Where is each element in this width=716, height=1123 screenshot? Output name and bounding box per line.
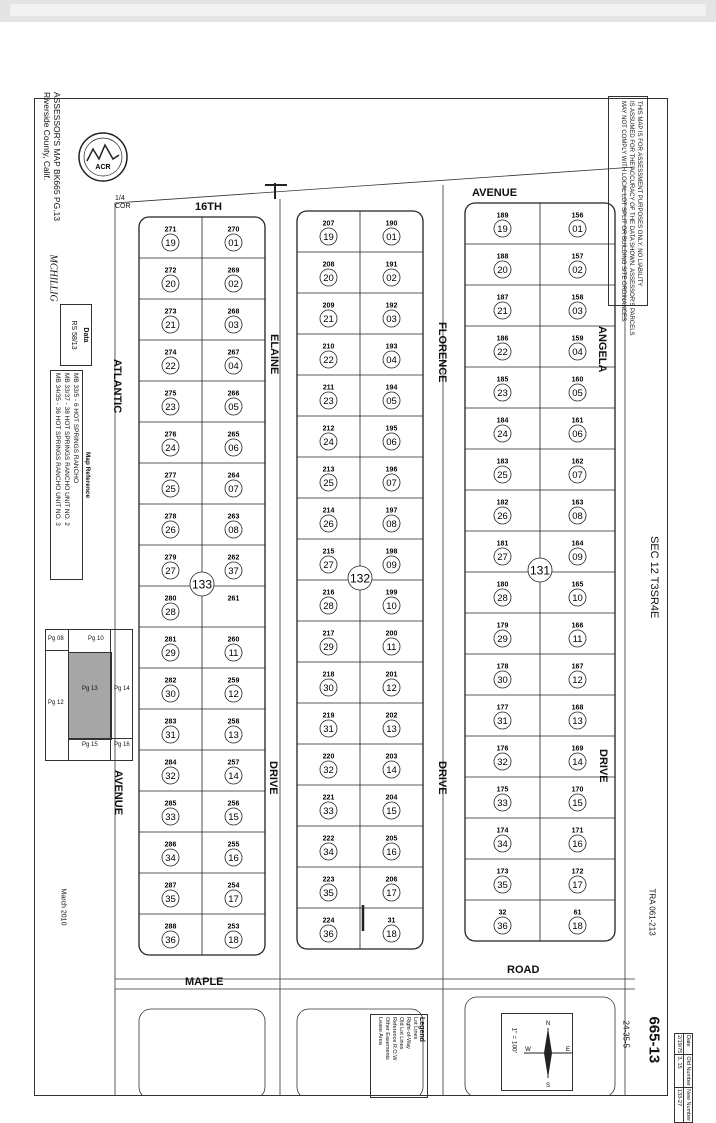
rev-row-date: 2/19/75 <box>676 1035 682 1054</box>
lot-number: 180 <box>496 581 509 589</box>
parcel-number: 23 <box>497 388 508 399</box>
parcel-number: 22 <box>497 347 508 358</box>
parcel-number: 20 <box>323 273 334 284</box>
street-angela: ANGELA <box>596 326 608 373</box>
lot-number: 167 <box>571 663 584 671</box>
blocks-layer <box>139 203 615 955</box>
lot-number: 194 <box>385 384 398 392</box>
lot-number: 176 <box>496 745 509 753</box>
map-reference-box <box>44 370 92 580</box>
index-map <box>45 629 133 761</box>
parcel-number: 29 <box>497 634 508 645</box>
parcel-number: 20 <box>165 279 176 290</box>
parcel-number: 06 <box>572 429 583 440</box>
lot-number: 201 <box>385 671 398 679</box>
parcel-number: 29 <box>165 648 176 659</box>
lot-number: 222 <box>322 835 335 843</box>
rev-header-old: Old Number <box>685 1056 691 1087</box>
parcel-number: 36 <box>497 921 508 932</box>
lot-number: 156 <box>571 212 584 220</box>
street-drive-right: DRIVE <box>597 749 609 783</box>
street-maple: MAPLE <box>185 976 224 988</box>
parcel-number: 02 <box>386 273 397 284</box>
sub-page-number: 24-35-5 <box>621 1020 631 1049</box>
parcel-number: 34 <box>165 853 176 864</box>
lot-number: 274 <box>164 349 177 357</box>
parcel-number: 22 <box>165 361 176 372</box>
legend-box <box>370 1014 428 1098</box>
lot-number: 216 <box>322 589 335 597</box>
lot-number: 280 <box>164 595 177 603</box>
street-drive-col2: DRIVE <box>267 761 279 795</box>
lot-number: 204 <box>385 794 398 802</box>
parcel-number: 11 <box>572 634 583 645</box>
lot-number: 165 <box>571 581 584 589</box>
svg-text:W: W <box>525 1047 531 1053</box>
parcel-number: 27 <box>323 560 334 571</box>
parcel-map-canvas <box>35 99 667 1095</box>
lot-number: 214 <box>322 507 335 515</box>
lot-number: 168 <box>571 704 584 712</box>
index-pg15: Pg 15 <box>82 742 98 748</box>
lot-number: 187 <box>496 294 509 302</box>
lot-number: 206 <box>385 876 398 884</box>
index-pg13: Pg 13 <box>82 686 98 692</box>
parcel-number: 28 <box>323 601 334 612</box>
lot-number: 171 <box>571 827 584 835</box>
mchillig-label: MCHILLIG <box>47 254 59 302</box>
assessor-map-sheet <box>34 92 691 1122</box>
legend-item-reference-row: Reference R.O.W <box>391 1017 397 1061</box>
lot-number: 283 <box>164 718 177 726</box>
street-road: ROAD <box>507 964 540 976</box>
parcel-number: 11 <box>386 642 397 653</box>
lot-number: 265 <box>227 431 240 439</box>
disclaimer-box <box>608 96 648 336</box>
lot-number: 188 <box>496 253 509 261</box>
rev-row-new: 133-27 <box>675 1088 684 1123</box>
parcel-number: 30 <box>497 675 508 686</box>
lot-number: 199 <box>385 589 398 597</box>
parcel-number: 02 <box>572 265 583 276</box>
lot-number: 209 <box>322 302 335 310</box>
lot-number: 263 <box>227 513 240 521</box>
parcel-number: 26 <box>323 519 334 530</box>
lot-number: 157 <box>571 253 584 261</box>
lot-number: 160 <box>571 376 584 384</box>
disclaimer-line-1: THIS MAP IS FOR ASSESSMENT PURPOSES ONLY. NO LIABILITY <box>636 101 642 287</box>
lot-number: 181 <box>496 540 509 548</box>
lot-number: 215 <box>322 548 335 556</box>
parcel-number: 17 <box>572 880 583 891</box>
lot-number: 178 <box>496 663 509 671</box>
parcel-number: 14 <box>572 757 583 768</box>
parcel-number: 32 <box>165 771 176 782</box>
block-132 <box>297 211 423 949</box>
parcel-number: 33 <box>165 812 176 823</box>
map-reference-line-1: MB 33/5 - 6 HOT SPRINGS RANCHO <box>72 373 79 484</box>
parcel-number: 07 <box>386 478 397 489</box>
map-reference-line-3: MB 34/35 - 36 HOT SPRINGS RANCHO UNIT NO. 3 <box>54 373 61 526</box>
parcel-number: 15 <box>228 812 239 823</box>
parcel-number: 03 <box>228 320 239 331</box>
lot-number: 220 <box>322 753 335 761</box>
lot-number: 282 <box>164 677 177 685</box>
index-pg12: Pg 12 <box>48 700 64 706</box>
lot-number: 288 <box>164 923 177 931</box>
map-reference-title: Map Reference <box>84 451 91 499</box>
lot-number: 190 <box>385 220 398 228</box>
lot-number: 217 <box>322 630 335 638</box>
parcel-number: 24 <box>165 443 176 454</box>
lot-number: 191 <box>385 261 398 269</box>
parcel-number: 19 <box>165 238 176 249</box>
parcel-number: 35 <box>497 880 508 891</box>
lot-number: 272 <box>164 267 177 275</box>
lot-number: 202 <box>385 712 398 720</box>
lot-number: 264 <box>227 472 240 480</box>
lot-number: 287 <box>164 882 177 890</box>
lot-number: 281 <box>164 636 177 644</box>
parcel-number: 19 <box>497 224 508 235</box>
parcel-number: 18 <box>572 921 583 932</box>
disclaimer-line-2: IS ASSUMED FOR THE ACCURACY OF THE DATA SHOWN. ASSESSOR'S PARCELS <box>628 101 634 336</box>
lot-number: 262 <box>227 554 240 562</box>
lot-number: 258 <box>227 718 240 726</box>
lot-number: 182 <box>496 499 509 507</box>
parcel-number: 22 <box>323 355 334 366</box>
disclaimer-line-3: MAY NOT COMPLY WITH LOCAL LOT SPLIT OR BUILDING SITE ORDINANCES. <box>620 101 626 323</box>
legend-item-old-lot-lines: Old Lot Lines <box>398 1017 404 1050</box>
lot-number: 200 <box>385 630 398 638</box>
block-131 <box>465 203 615 941</box>
parcel-number: 25 <box>497 470 508 481</box>
data-value: RS 58/13 <box>70 320 77 350</box>
parcel-number: 04 <box>386 355 397 366</box>
parcel-number: 37 <box>228 566 239 577</box>
parcel-number: 12 <box>386 683 397 694</box>
lot-number: 192 <box>385 302 398 310</box>
parcel-number: 06 <box>386 437 397 448</box>
right-of-way-lines <box>115 167 635 1095</box>
browser-top-bar <box>0 0 716 22</box>
lot-number: 186 <box>496 335 509 343</box>
data-box <box>60 304 92 366</box>
parcel-number: 31 <box>165 730 176 741</box>
svg-text:E: E <box>565 1047 571 1053</box>
rev-header-new: New Number <box>685 1089 691 1122</box>
lot-number: 32 <box>498 909 507 917</box>
street-avenue-left: AVENUE <box>112 770 124 816</box>
parcel-number: 25 <box>165 484 176 495</box>
lot-number: 259 <box>227 677 240 685</box>
parcel-number: 04 <box>228 361 239 372</box>
scale-label: 1" = 100' <box>510 1027 518 1053</box>
street-elaine: ELAINE <box>268 334 280 375</box>
parcel-number: 15 <box>386 806 397 817</box>
parcel-number: 21 <box>323 314 334 325</box>
lot-number: 254 <box>227 882 240 890</box>
assessor-title <box>42 92 62 242</box>
lot-number: 207 <box>322 220 335 228</box>
parcel-number: 23 <box>323 396 334 407</box>
parcel-number: 36 <box>323 929 334 940</box>
lot-number: 189 <box>496 212 509 220</box>
lot-number: 164 <box>571 540 584 548</box>
parcel-number: 09 <box>572 552 583 563</box>
lot-number: 255 <box>227 841 240 849</box>
parcel-number: 08 <box>572 511 583 522</box>
street-atlantic: ATLANTIC <box>111 359 123 414</box>
lot-number: 169 <box>571 745 584 753</box>
tra-label: TRA 061-213 <box>647 888 657 936</box>
parcel-number: 25 <box>323 478 334 489</box>
lot-number: 61 <box>573 909 582 917</box>
parcel-number: 01 <box>572 224 583 235</box>
parcel-number: 26 <box>497 511 508 522</box>
lot-number: 253 <box>227 923 240 931</box>
lot-number: 159 <box>571 335 584 343</box>
lot-number: 210 <box>322 343 335 351</box>
parcel-number: 28 <box>165 607 176 618</box>
section-label: SEC 12 T3SR4E <box>648 536 660 619</box>
address-strip <box>10 4 706 16</box>
parcel-number: 01 <box>386 232 397 243</box>
parcel-number: 12 <box>572 675 583 686</box>
rev-header-date: Date <box>684 1034 693 1055</box>
lot-number: 267 <box>227 349 240 357</box>
parcel-number: 29 <box>323 642 334 653</box>
parcel-number: 05 <box>572 388 583 399</box>
lot-number: 193 <box>385 343 398 351</box>
index-pg14: Pg 14 <box>114 686 130 692</box>
lot-number: 276 <box>164 431 177 439</box>
index-current-page <box>68 652 112 740</box>
parcel-number: 03 <box>386 314 397 325</box>
map-reference-line-2: MB 33/37 - 38 HOT SPRINGS RANCHO UNIT NO. 2 <box>63 373 70 526</box>
block-number: 131 <box>529 563 551 578</box>
parcel-number: 21 <box>497 306 508 317</box>
lot-number: 224 <box>322 917 335 925</box>
parcel-number: 14 <box>228 771 239 782</box>
lot-number: 271 <box>164 226 177 234</box>
legend-item-lot-lines: Lot Lines <box>412 1017 418 1040</box>
lot-number: 212 <box>322 425 335 433</box>
lot-number: 268 <box>227 308 240 316</box>
parcel-number: 23 <box>165 402 176 413</box>
parcel-number: 31 <box>323 724 334 735</box>
parcel-number: 06 <box>228 443 239 454</box>
lot-number: 213 <box>322 466 335 474</box>
parcel-number: 34 <box>323 847 334 858</box>
map-date: March 2010 <box>59 888 67 926</box>
parcel-number: 18 <box>228 935 239 946</box>
lot-number: 256 <box>227 800 240 808</box>
rev-row-old: 3, 15 <box>675 1055 684 1088</box>
parcel-number: 27 <box>497 552 508 563</box>
parcel-number: 13 <box>386 724 397 735</box>
lot-number: 285 <box>164 800 177 808</box>
street-avenue-top: AVENUE <box>472 187 518 199</box>
lot-number: 174 <box>496 827 509 835</box>
lot-number: 177 <box>496 704 509 712</box>
parcel-number: 02 <box>228 279 239 290</box>
lot-number: 162 <box>571 458 584 466</box>
parcel-number: 31 <box>497 716 508 727</box>
parcel-number: 10 <box>386 601 397 612</box>
lot-number: 195 <box>385 425 398 433</box>
street-16th: 16TH <box>195 201 222 213</box>
lot-number: 269 <box>227 267 240 275</box>
lot-number: 286 <box>164 841 177 849</box>
data-label: Data <box>82 327 89 343</box>
scale-compass-box <box>501 1013 573 1091</box>
index-pg10: Pg 10 <box>88 636 104 642</box>
lot-number: 197 <box>385 507 398 515</box>
lot-number: 208 <box>322 261 335 269</box>
lot-number: 172 <box>571 868 584 876</box>
parcel-number: 24 <box>323 437 334 448</box>
lot-number: 284 <box>164 759 177 767</box>
parcel-number: 07 <box>228 484 239 495</box>
lot-number: 273 <box>164 308 177 316</box>
lot-number: 275 <box>164 390 177 398</box>
parcel-number: 01 <box>228 238 239 249</box>
lot-number: 219 <box>322 712 335 720</box>
lot-number: 277 <box>164 472 177 480</box>
lot-number: 183 <box>496 458 509 466</box>
lot-number: 163 <box>571 499 584 507</box>
lot-number: 166 <box>571 622 584 630</box>
parcel-number: 24 <box>497 429 508 440</box>
parcel-number: 14 <box>386 765 397 776</box>
lot-number: 223 <box>322 876 335 884</box>
parcel-number: 20 <box>497 265 508 276</box>
parcel-number: 13 <box>228 730 239 741</box>
lot-number: 31 <box>387 917 396 925</box>
lot-number: 211 <box>322 384 335 392</box>
lot-number: 185 <box>496 376 509 384</box>
parcel-number: 27 <box>165 566 176 577</box>
legend-title: Legend <box>418 1017 425 1042</box>
parcel-number: 19 <box>323 232 334 243</box>
lot-number: 221 <box>322 794 335 802</box>
parcel-number: 30 <box>165 689 176 700</box>
lot-number: 173 <box>496 868 509 876</box>
lot-number: 158 <box>571 294 584 302</box>
parcel-number: 12 <box>228 689 239 700</box>
parcel-number: 32 <box>323 765 334 776</box>
svg-text:ACR: ACR <box>95 164 111 171</box>
block-number: 132 <box>349 571 371 586</box>
parcel-number: 11 <box>228 648 239 659</box>
parcel-number: 33 <box>497 798 508 809</box>
parcel-number: 10 <box>572 593 583 604</box>
svg-text:N: N <box>545 1021 551 1027</box>
lot-number: 279 <box>164 554 177 562</box>
legend-item-easements: Other Easements <box>384 1017 390 1060</box>
parcel-number: 15 <box>572 798 583 809</box>
parcel-number: 17 <box>386 888 397 899</box>
parcel-number: 16 <box>386 847 397 858</box>
parcel-number: 09 <box>386 560 397 571</box>
lot-number: 205 <box>385 835 398 843</box>
quarter-corner: 1/4 COR <box>115 195 131 210</box>
parcel-number: 08 <box>386 519 397 530</box>
page-number: 665-13 <box>645 1016 663 1064</box>
lot-number: 198 <box>385 548 398 556</box>
lot-number: 270 <box>227 226 240 234</box>
parcel-number: 04 <box>572 347 583 358</box>
lot-number: 196 <box>385 466 398 474</box>
lot-number: 161 <box>571 417 584 425</box>
street-drive-col3: DRIVE <box>436 761 448 795</box>
index-pg16: Pg 16 <box>114 742 130 748</box>
block-133 <box>139 217 265 955</box>
parcel-number: 08 <box>228 525 239 536</box>
lot-number: 170 <box>571 786 584 794</box>
parcel-number: 03 <box>572 306 583 317</box>
parcel-number: 32 <box>497 757 508 768</box>
parcel-number: 28 <box>497 593 508 604</box>
assessor-book-page: ASSESSOR'S MAP BK665 PG.13 <box>52 92 62 222</box>
index-pg08: Pg 08 <box>48 636 64 642</box>
lot-number: 260 <box>227 636 240 644</box>
parcel-number: 05 <box>386 396 397 407</box>
lot-number: 266 <box>227 390 240 398</box>
parcel-number: 35 <box>165 894 176 905</box>
parcel-number: 07 <box>572 470 583 481</box>
legend-item-lease-area: Lease Area <box>377 1017 383 1045</box>
parcel-number: 33 <box>323 806 334 817</box>
parcel-number: 16 <box>228 853 239 864</box>
lot-number: 257 <box>227 759 240 767</box>
parcel-number: 13 <box>572 716 583 727</box>
street-florence: FLORENCE <box>436 322 448 383</box>
lot-number: 184 <box>496 417 509 425</box>
lot-number: 261 <box>227 595 240 603</box>
parcel-number: 16 <box>572 839 583 850</box>
lot-number: 179 <box>496 622 509 630</box>
parcel-number: 21 <box>165 320 176 331</box>
lot-number: 218 <box>322 671 335 679</box>
county-label: Riverside County, Calif. <box>42 92 52 181</box>
svg-text:S: S <box>545 1083 551 1089</box>
parcel-number: 35 <box>323 888 334 899</box>
lot-number: 203 <box>385 753 398 761</box>
lot-number: 278 <box>164 513 177 521</box>
lot-number: 175 <box>496 786 509 794</box>
parcel-number: 36 <box>165 935 176 946</box>
block-number: 133 <box>191 577 213 592</box>
revision-table <box>663 1033 693 1122</box>
parcel-number: 34 <box>497 839 508 850</box>
parcel-number: 17 <box>228 894 239 905</box>
parcel-number: 26 <box>165 525 176 536</box>
parcel-number: 05 <box>228 402 239 413</box>
parcel-number: 18 <box>386 929 397 940</box>
legend-item-row: Right-of-Way <box>405 1017 411 1049</box>
assessor-seal-logo <box>79 133 127 181</box>
parcel-number: 30 <box>323 683 334 694</box>
